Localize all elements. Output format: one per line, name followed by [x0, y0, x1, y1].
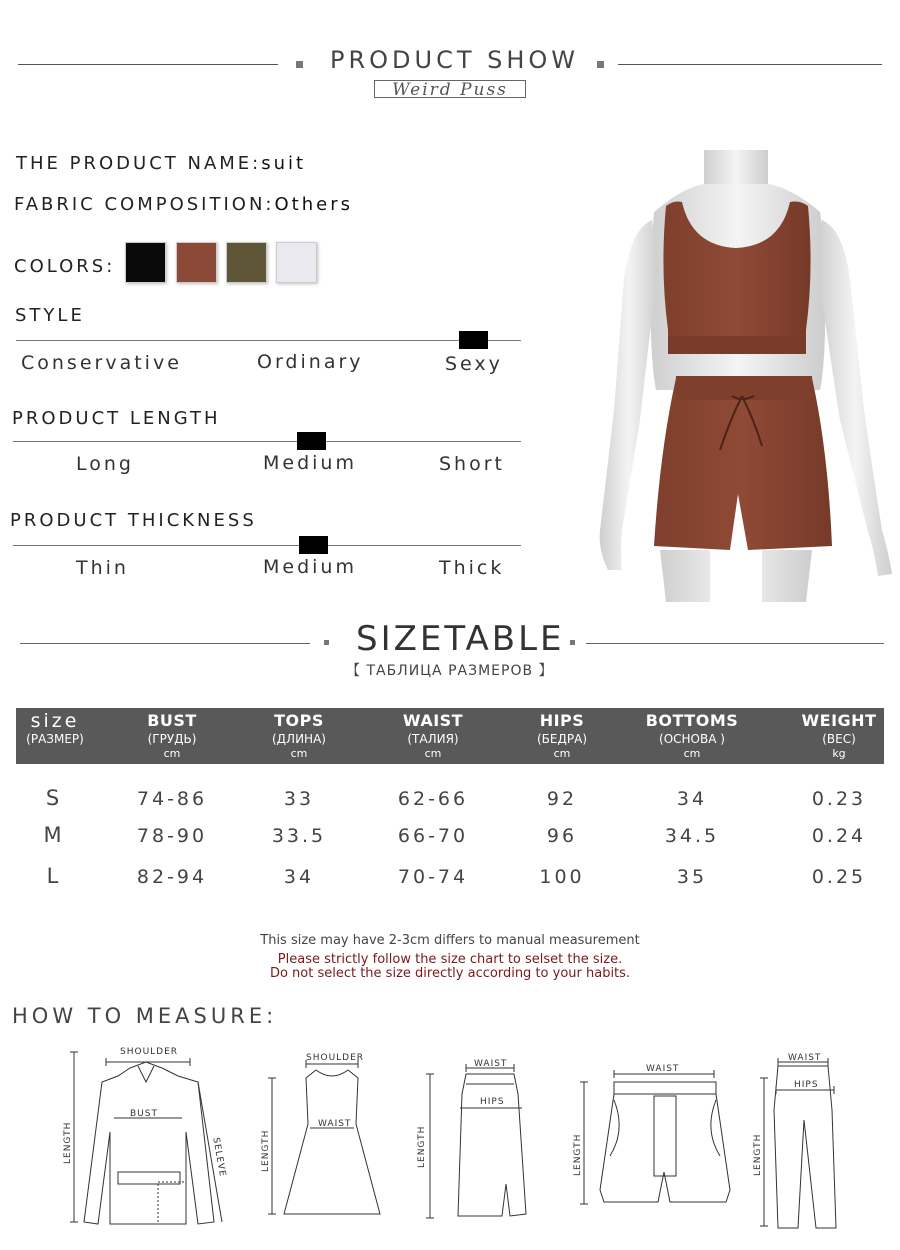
col-header-waist: WAIST (ТАЛИЯ) cm — [402, 711, 464, 760]
cell-hips: 92 — [546, 788, 578, 810]
cell-tops: 34 — [283, 866, 315, 888]
sizetable-title: SIZETABLE — [356, 619, 565, 659]
cell-hips: 96 — [546, 825, 578, 847]
sizetable-dot-right — [570, 640, 575, 645]
mannequin-legs — [660, 550, 812, 602]
product-photo — [592, 150, 898, 602]
color-swatch-black[interactable] — [125, 242, 166, 283]
measure-diagram-skirt — [410, 1054, 540, 1224]
mannequin-arm-left — [600, 220, 658, 570]
style-option-ordinary: Ordinary — [257, 351, 364, 373]
brand-subtitle: Weird Puss — [374, 80, 526, 98]
header-dot-right — [597, 61, 604, 68]
measure-label-hips: HIPS — [794, 1080, 819, 1090]
style-option-conservative: Conservative — [21, 352, 182, 374]
cell-hips: 100 — [539, 866, 585, 888]
cell-tops: 33.5 — [271, 825, 327, 847]
header-rule-right — [618, 64, 882, 65]
length-scale-marker — [297, 432, 326, 450]
length-option-medium: Medium — [263, 452, 357, 474]
size-note-habits: Do not select the size directly according to your habits. — [269, 966, 631, 981]
header-dot-left — [296, 61, 303, 68]
measure-label-length: LENGTH — [417, 1125, 427, 1168]
color-swatch-olive[interactable] — [226, 242, 267, 283]
measure-label-shoulder: SHOULDER — [120, 1047, 179, 1057]
cell-waist: 62-66 — [397, 788, 469, 810]
cell-tops: 33 — [283, 788, 315, 810]
cell-bottoms: 35 — [676, 866, 708, 888]
thickness-scale-marker — [299, 536, 328, 554]
col-header-size: size (РАЗМЕР) — [26, 710, 84, 746]
measure-label-length: LENGTH — [261, 1129, 271, 1172]
crop-top-hem — [668, 336, 806, 354]
measure-label-length: LENGTH — [573, 1133, 583, 1176]
measure-label-length: LENGTH — [63, 1121, 73, 1164]
cell-bust: 78-90 — [136, 825, 208, 847]
style-label: STYLE — [15, 305, 85, 326]
cell-size: M — [43, 823, 65, 847]
length-label: PRODUCT LENGTH — [12, 408, 221, 429]
thickness-option-thin: Thin — [76, 557, 129, 579]
product-name-row — [16, 153, 306, 174]
col-header-bottoms: BOTTOMS (ОСНОВА ) cm — [645, 711, 739, 760]
shorts — [654, 378, 832, 550]
measure-label-waist: WAIST — [646, 1064, 680, 1074]
style-option-sexy: Sexy — [445, 353, 503, 375]
measure-diagram-jacket — [58, 1042, 238, 1228]
color-swatch-white[interactable] — [276, 242, 317, 283]
measure-diagram-shorts — [570, 1060, 740, 1210]
measure-label-waist: WAIST — [474, 1059, 508, 1069]
cell-weight: 0.24 — [811, 825, 867, 847]
measure-label-bust: BUST — [130, 1109, 158, 1119]
how-to-measure-title: HOW TO MEASURE: — [12, 1004, 278, 1028]
measure-diagram-pants — [748, 1050, 848, 1230]
length-option-short: Short — [439, 453, 505, 475]
cell-bottoms: 34.5 — [664, 825, 720, 847]
measure-label-length: LENGTH — [753, 1133, 763, 1176]
fabric-value: Others — [274, 194, 353, 215]
cell-size: S — [45, 786, 63, 810]
length-scale-line — [13, 441, 521, 442]
cell-weight: 0.23 — [811, 788, 867, 810]
colors-label: COLORS: — [14, 256, 116, 277]
style-scale-marker — [459, 331, 488, 349]
header-rule-left — [18, 64, 278, 65]
page-title: PRODUCT SHOW — [330, 46, 580, 74]
measure-diagram-dress — [260, 1048, 390, 1228]
length-option-long: Long — [76, 453, 134, 475]
measure-label-waist: WAIST — [788, 1053, 822, 1063]
measure-label-sleeve: SELEVE — [210, 1136, 228, 1178]
cell-bust: 82-94 — [136, 866, 208, 888]
col-header-bust: BUST (ГРУДЬ) cm — [147, 711, 197, 760]
product-name-value: suit — [261, 153, 307, 174]
product-name-label: THE PRODUCT NAME: — [16, 153, 262, 174]
fabric-row — [14, 194, 353, 215]
sizetable-dot-left — [324, 640, 329, 645]
style-scale-line — [16, 340, 521, 341]
col-header-hips: HIPS (БЕДРА) cm — [537, 711, 587, 760]
measure-label-waist: WAIST — [318, 1119, 352, 1129]
thickness-option-medium: Medium — [263, 556, 357, 578]
size-note-measurement: This size may have 2-3cm differs to manual measurement — [260, 933, 640, 948]
fabric-label: FABRIC COMPOSITION: — [14, 194, 275, 215]
cell-waist: 66-70 — [397, 825, 469, 847]
cell-weight: 0.25 — [811, 866, 867, 888]
sizetable-subtitle: 【 ТАБЛИЦА РАЗМЕРОВ 】 — [346, 663, 554, 679]
thickness-label: PRODUCT THICKNESS — [10, 510, 257, 531]
size-table-header — [16, 708, 884, 764]
color-swatch-brown[interactable] — [176, 242, 217, 283]
cell-bust: 74-86 — [136, 788, 208, 810]
cell-size: L — [46, 864, 62, 888]
sizetable-rule-right — [586, 643, 884, 644]
thickness-option-thick: Thick — [439, 557, 505, 579]
cell-waist: 70-74 — [397, 866, 469, 888]
col-header-weight: WEIGHT (ВЕС) kg — [801, 711, 877, 760]
sizetable-rule-left — [20, 643, 310, 644]
thickness-scale-line — [13, 545, 521, 546]
size-note-follow-chart: Please strictly follow the size chart to selset the size. — [277, 952, 623, 967]
mannequin-neck — [704, 150, 768, 186]
col-header-tops: TOPS (ДЛИНА) cm — [272, 711, 326, 760]
cell-bottoms: 34 — [676, 788, 708, 810]
shorts-waistband — [676, 376, 812, 400]
measure-label-hips: HIPS — [480, 1097, 505, 1107]
measure-label-shoulder: SHOULDER — [306, 1053, 365, 1063]
